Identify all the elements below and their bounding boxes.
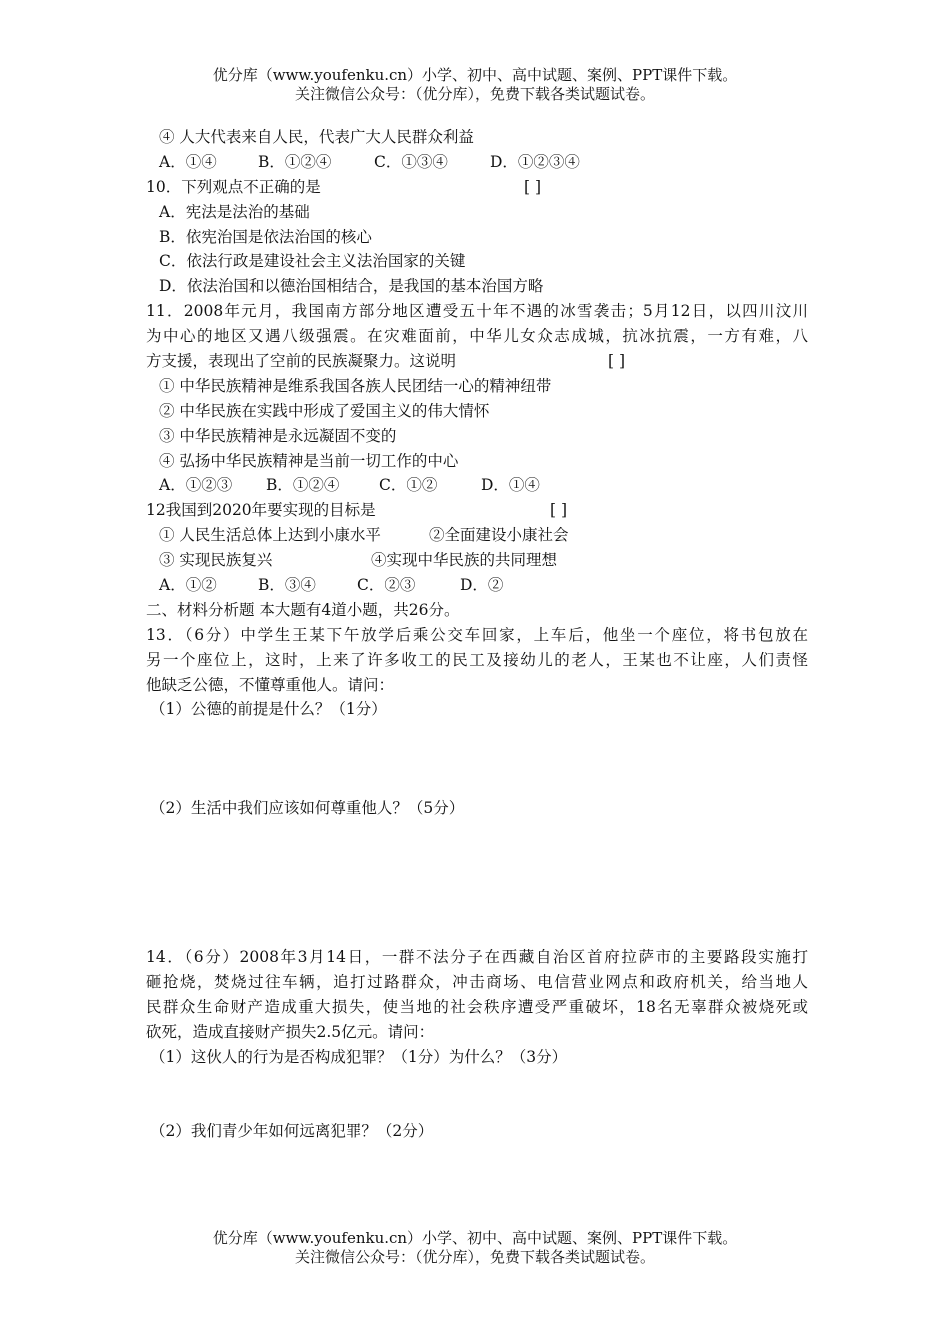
q12-item-1: ① 人民生活总体上达到小康水平 xyxy=(159,526,381,545)
q11-item-1: ① 中华民族精神是维系我国各族人民团结一心的精神纽带 xyxy=(159,376,552,395)
q9-option-a: A．①④ xyxy=(159,152,217,171)
q10-option-c: C．依法行政是建设社会主义法治国家的关键 xyxy=(159,252,466,271)
q10-option-b: B．依宪治国是依法治国的核心 xyxy=(159,227,372,246)
q11-item-3: ③ 中华民族精神是永远凝固不变的 xyxy=(159,426,397,445)
q11-options xyxy=(146,473,808,498)
q13-answer-space-1 xyxy=(146,722,808,796)
q12-item-3: ③ 实现民族复兴 xyxy=(159,551,273,570)
q13-line-3: 他缺乏公德，不懂尊重他人。请问： xyxy=(146,675,395,694)
q11-item-2: ② 中华民族在实践中形成了爱国主义的伟大情怀 xyxy=(159,401,490,420)
q13-line-1: 13．（6分）中学生王某下午放学后乘公交车回家，上车后，他坐一个座位，将书包放在 xyxy=(146,625,808,644)
q10-answer-bracket: [ ] xyxy=(524,177,542,196)
q10-option-a: A．宪法是法治的基础 xyxy=(159,202,310,221)
q12-option-c: C．②③ xyxy=(357,576,416,595)
q12-option-a: A．①② xyxy=(159,576,217,595)
q10-option-d: D．依法治国和以德治国相结合，是我国的基本治国方略 xyxy=(159,277,544,296)
q13-answer-space-2 xyxy=(146,821,808,945)
q14-sub-question-2: （2）我们青少年如何远离犯罪？（2分） xyxy=(150,1121,434,1140)
q9-option-d: D．①②③④ xyxy=(490,152,580,171)
footer-line-1: 优分库（www.youfenku.cn）小学、初中、高中试题、案例、PPT课件下载。 xyxy=(212,1229,738,1247)
q10-stem: 10．下列观点不正确的是 xyxy=(146,177,321,196)
header-line-2: 关注微信公众号：（优分库），免费下载各类试题试卷。 xyxy=(294,85,655,103)
q13-line-2: 另一个座位上，这时，上来了许多收工的民工及接幼儿的老人，王某也不让座，人们责怪 xyxy=(146,650,808,669)
q9-options xyxy=(146,150,808,175)
q11-stem-line-3-row xyxy=(146,349,808,374)
q13-sub-question-1: （1）公德的前提是什么？（1分） xyxy=(150,700,387,719)
page-footer xyxy=(0,1229,950,1267)
q14-answer-space-1 xyxy=(146,1070,808,1119)
footer-line-2: 关注微信公众号：（优分库），免费下载各类试题试卷。 xyxy=(294,1248,655,1266)
q12-option-b: B．③④ xyxy=(258,576,316,595)
q11-option-a: A．①②③ xyxy=(159,476,233,495)
exam-body xyxy=(146,125,808,1144)
q12-option-d: D．② xyxy=(460,576,504,595)
section-2-title: 二、材料分析题 本大题有4道小题，共26分。 xyxy=(146,600,460,619)
q9-option-c: C．①③④ xyxy=(374,152,448,171)
q14-line-3: 民群众生命财产造成重大损失，使当地的社会秩序遭受严重破坏，18名无辜群众被烧死或 xyxy=(146,998,808,1017)
q12-items-row-1 xyxy=(146,523,808,548)
q12-stem: 12我国到2020年要实现的目标是 xyxy=(146,501,376,520)
q11-stem-line-1: 11．2008年元月，我国南方部分地区遭受五十年不遇的冰雪袭击；5月12日，以四川汶川 xyxy=(146,302,808,321)
q11-option-d: D．①④ xyxy=(481,476,540,495)
q11-answer-bracket: [ ] xyxy=(608,352,626,371)
q12-items-row-2 xyxy=(146,548,808,573)
q12-item-2: ②全面建设小康社会 xyxy=(429,526,569,545)
q12-stem-line xyxy=(146,498,808,523)
q11-option-c: C．①② xyxy=(379,476,438,495)
q9-item-4: ④ 人大代表来自人民，代表广大人民群众利益 xyxy=(159,128,474,146)
q13-sub-question-2: （2）生活中我们应该如何尊重他人？（5分） xyxy=(150,799,465,818)
q10-stem-line xyxy=(146,175,808,200)
q11-stem-line-3: 方支援，表现出了空前的民族凝聚力。这说明 xyxy=(146,352,457,371)
q14-line-2: 砸抢烧，焚烧过往车辆，追打过路群众，冲击商场、电信营业网点和政府机关，给当地人 xyxy=(146,973,808,992)
q11-option-b: B．①②④ xyxy=(266,476,340,495)
q9-option-b: B．①②④ xyxy=(258,152,332,171)
q11-item-4: ④ 弘扬中华民族精神是当前一切工作的中心 xyxy=(159,451,459,470)
q14-line-1: 14．（6分）2008年3月14日，一群不法分子在西藏自治区首府拉萨市的主要路段实施打 xyxy=(146,948,808,967)
q14-sub-question-1: （1）这伙人的行为是否构成犯罪？（1分）为什么？（3分） xyxy=(150,1047,568,1066)
page-header xyxy=(0,66,950,104)
q14-line-4: 砍死，造成直接财产损失2.5亿元。请问： xyxy=(146,1022,435,1041)
q11-stem-line-2: 为中心的地区又遇八级强震。在灾难面前，中华儿女众志成城，抗冰抗震，一方有难，八 xyxy=(146,327,808,346)
q12-options xyxy=(146,573,808,598)
q12-item-4: ④实现中华民族的共同理想 xyxy=(371,551,558,570)
q12-answer-bracket: [ ] xyxy=(550,501,568,520)
header-line-1: 优分库（www.youfenku.cn）小学、初中、高中试题、案例、PPT课件下载。 xyxy=(212,66,738,84)
